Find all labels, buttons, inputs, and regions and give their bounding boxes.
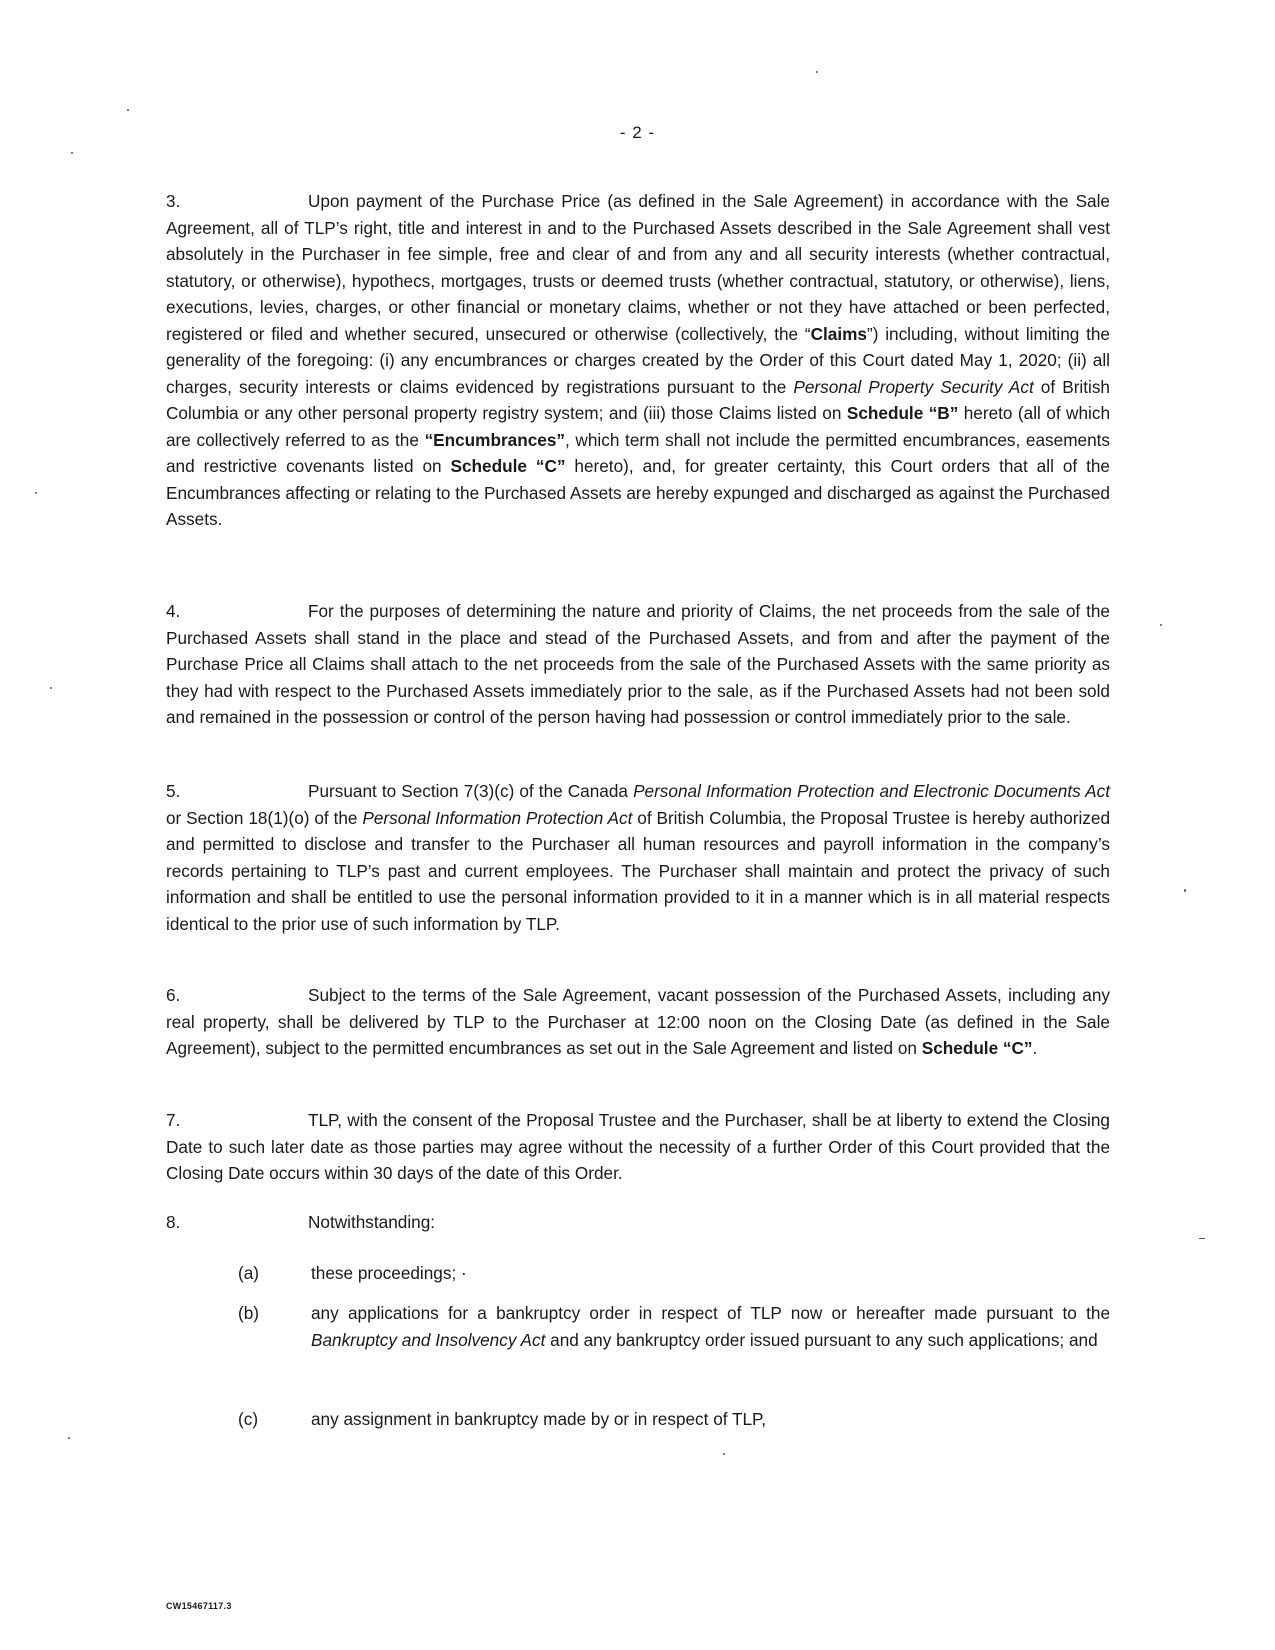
text-run: these proceedings; · [311,1263,467,1283]
bold-text: Claims [810,323,867,344]
document-id-footer: CW15467117.3 [166,1601,232,1611]
text-run: ”) including, without limiting the generality of the foregoing: (i) any encumbrances or charges created by the Order of this Court dated May 1, 2020; (ii) all charges, security interests or claims evidenced by registrations pursuant to the [166,323,1110,397]
italic-text: Personal Property Security Act [793,376,1034,397]
bold-text: Schedule “C” [921,1038,1033,1058]
text-run: any applications for a bankruptcy order in respect of TLP now or hereafter made pursuant to the [311,1303,1110,1323]
paragraph-3 [166,188,1110,533]
paragraph-number: 6. [166,985,181,1005]
text-run: , which term shall not include the permitted encumbrances, easements and restrictive covenants listed on [166,429,1110,476]
scan-speck [127,109,129,111]
bold-text: “Encumbrances” [424,429,565,450]
text-run: any assignment in bankruptcy made by or in respect of TLP, [311,1409,767,1429]
text-run: of British Columbia, the Proposal Trustee is hereby authorized and permitted to disclose and transfer to the Purchaser all human resources and payroll information in the company’s records pertaining to TLP’s past and current employees. The Purchaser shall maintain and protect the privacy of such information and shall be entitled to use the personal information provided to it in a manner which is in all material respects identical to the prior use of such information by TLP. [166,807,1111,934]
paragraph-4 [166,598,1110,731]
scan-speck [816,71,818,73]
text-run: Subject to the terms of the Sale Agreement, vacant possession of the Purchased Assets, including any real property, shall be delivered by TLP to the Purchaser at 12:00 noon on the Closing Date (as defined in the Sale Agreement), subject to the permitted encumbrances as set out in the Sale Agreement and listed on [166,985,1110,1058]
italic-text: Personal Information Protection and Electronic Documents Act [633,781,1111,801]
paragraph-number: 8. [166,1212,181,1232]
paragraph-7 [166,1107,1110,1187]
text-run: . [1032,1038,1038,1058]
text-run: hereto), and, for greater certainty, this Court orders that all of the Encumbrances affecting or relating to the Purchased Assets are hereby expunged and discharged as against the Purchased Assets. [166,456,1110,529]
scan-speck [1184,889,1186,892]
subparagraph-text [311,1260,1110,1287]
paragraph-6 [166,982,1110,1062]
text-run: and any bankruptcy order issued pursuant to any such applications; and [545,1329,1098,1350]
italic-text: Personal Information Protection Act [362,807,633,828]
paragraph-number: 4. [166,601,181,621]
paragraph-number: 7. [166,1110,181,1130]
text-run: Notwithstanding: [308,1212,436,1232]
bold-text: Schedule “C” [450,456,566,476]
subparagraph-label: (b) [238,1303,260,1323]
paragraph-number: 5. [166,781,181,801]
scan-speck [1199,1238,1205,1239]
scan-speck [35,492,37,494]
text-run: For the purposes of determining the nature and priority of Claims, the net proceeds from the sale of the Purchased Assets shall stand in the place and stead of the Purchased Assets, and from and after the payment of the Purchase Price all Claims shall attach to the net proceeds from the sale of the Purchased Assets with the same priority as they had with respect to the Purchased Assets immediately prior to the sale, as if the Purchased Assets had not been sold and remained in the possession or control of the person having had possession or control immediately prior to the sale. [166,601,1110,727]
scan-speck [71,152,73,154]
paragraph-5 [166,778,1110,937]
text-run: of British Columbia or any other personal property registry system; and (iii) those Claims listed on [166,376,1110,423]
bold-text: Schedule “B” [846,403,959,423]
scan-speck [50,687,52,689]
subparagraph-text [311,1406,1110,1433]
paragraph-8 [166,1209,1110,1236]
text-run: Pursuant to Section 7(3)(c) of the Canada [308,781,634,801]
text-run: or Section 18(1)(o) of the [166,807,363,828]
scan-speck [1160,624,1162,626]
text-run: Upon payment of the Purchase Price (as defined in the Sale Agreement) in accordance with the Sale Agreement, all of TLP’s right, title and interest in and to the Purchased Assets described in the Sale Agreement shall vest absolutely in the Purchaser in fee simple, free and clear of and from any and all security interests (whether contractual, statutory, or otherwise), hypothecs, mortgages, trusts or deemed trusts (whether contractual, statutory, or otherwise), liens, executions, levies, charges, or other financial or monetary claims, whether or not they have attached or been perfected, registered or filed and whether secured, unsecured or otherwise (collectively, the “ [166,191,1110,344]
subparagraph-text [311,1300,1110,1353]
paragraph-number: 3. [166,191,181,211]
scan-speck [68,1437,70,1439]
scan-speck [723,1453,725,1455]
italic-text: Bankruptcy and Insolvency Act [311,1329,546,1350]
page-number: - 2 - [619,123,656,142]
text-run: TLP, with the consent of the Proposal Trustee and the Purchaser, shall be at liberty to extend the Closing Date to such later date as those parties may agree without the necessity of a further Order of this Court provided that the Closing Date occurs within 30 days of the date of this Order. [166,1110,1110,1183]
subparagraph-label: (c) [238,1409,259,1429]
subparagraph-label: (a) [238,1263,260,1283]
text-run: hereto (all of which are collectively referred to as the [166,403,1111,450]
